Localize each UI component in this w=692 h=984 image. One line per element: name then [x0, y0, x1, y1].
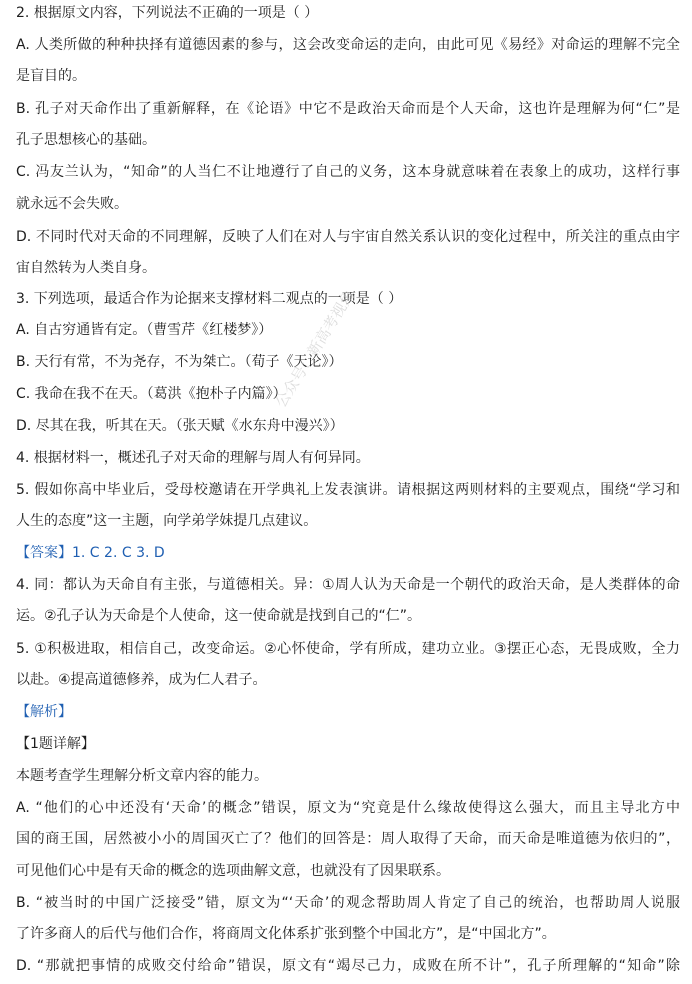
answer-key	[16, 541, 680, 565]
q2-option-c: C. 冯友兰认为，“知命”的人当仁不让地遵行了自己的义务，这本身就意味着在表象上的成功，这样行事	[16, 164, 680, 180]
q1-detail-d: D. “那就把事情的成败交付给命”错误，原文有“竭尽己力，成败在所不计”，孔子所理解的“知命”除	[16, 958, 680, 974]
q1-detail-heading: 【1题详解】	[16, 736, 95, 752]
watermark: 公众号：新高考视角	[271, 286, 359, 411]
q2-option-a-cont: 是盲目的。	[16, 68, 86, 84]
analysis-heading: 【解析】	[16, 704, 72, 720]
q3-option-a: A. 自古穷通皆有定。（曹雪芹《红楼梦》）	[16, 322, 273, 338]
q3-option-c: C. 我命在我不在天。（葛洪《抱朴子内篇》）	[16, 386, 287, 402]
q2-option-d-cont: 宙自然转为人类自身。	[16, 260, 156, 276]
q2-option-c-cont: 就永远不会失败。	[16, 196, 128, 212]
q1-detail-intro: 本题考查学生理解分析文章内容的能力。	[16, 768, 268, 784]
q1-detail-a: A. “他们的心中还没有‘天命’的概念”错误，原文为“究竟是什么缘故使得这么强大，而且主导北方中	[16, 800, 680, 816]
answer-4-cont: 运。②孔子认为天命是个人使命，这一使命就是找到自己的“仁”。	[16, 608, 422, 624]
q1-detail-b-cont: 了许多商人的后代与他们合作，将商周文化体系扩张到整个中国北方”，是“中国北方”。	[16, 926, 556, 942]
q5-stem-cont: 人生的态度”这一主题，向学弟学妹提几点建议。	[16, 513, 318, 529]
q1-detail-b: B. “被当时的中国广泛接受”错，原文为“‘天命’的观念帮助周人肯定了自己的统治，也帮助周人说服	[16, 895, 680, 911]
q5-stem: 5. 假如你高中毕业后，受母校邀请在开学典礼上发表演讲。请根据这两则材料的主要观点，围绕“学习和	[16, 482, 680, 498]
q2-option-d: D. 不同时代对天命的不同理解，反映了人们在对人与宇宙自然关系认识的变化过程中，所关注的重点由宇	[16, 229, 680, 245]
q1-detail-a-cont1: 国的商王国，居然被小小的周国灭亡了？他们的回答是：周人取得了天命，而天命是唯道德为依归的”，	[16, 831, 680, 847]
q4-stem: 4. 根据材料一，概述孔子对天命的理解与周人有何异同。	[16, 450, 370, 466]
q3-stem: 3. 下列选项，最适合作为论据来支撑材料二观点的一项是（ ）	[16, 291, 403, 307]
answer-5: 5. ①积极进取，相信自己，改变命运。②心怀使命，学有所成，建功立业。③摆正心态，无畏成败，全力	[16, 641, 680, 657]
answer-key-text: 【答案】1. C 2. C 3. D	[16, 545, 165, 561]
q2-option-b: B. 孔子对天命作出了重新解释，在《论语》中它不是政治天命而是个人天命，这也许是理解为何“仁”是	[16, 101, 680, 117]
answer-5-cont: 以赴。④提高道德修养，成为仁人君子。	[16, 672, 267, 688]
q2-option-b-cont: 孔子思想核心的基础。	[16, 132, 156, 148]
q2-stem: 2. 根据原文内容，下列说法不正确的一项是（ ）	[16, 5, 319, 21]
q1-detail-a-cont2: 可见他们心中是有天命的概念的选项曲解文意，也就没有了因果联系。	[16, 863, 450, 879]
q3-option-d: D. 尽其在我，听其在天。（张天赋《水东舟中漫兴》）	[16, 418, 344, 434]
q2-option-a: A. 人类所做的种种抉择有道德因素的参与，这会改变命运的走向，由此可见《易经》对命运的理解不完全	[16, 37, 680, 53]
answer-4: 4. 同：都认为天命自有主张，与道德相关。异：①周人认为天命是一个朝代的政治天命，是人类群体的命	[16, 577, 680, 593]
q3-option-b: B. 天行有常，不为尧存，不为桀亡。（荀子《天论》）	[16, 354, 343, 370]
